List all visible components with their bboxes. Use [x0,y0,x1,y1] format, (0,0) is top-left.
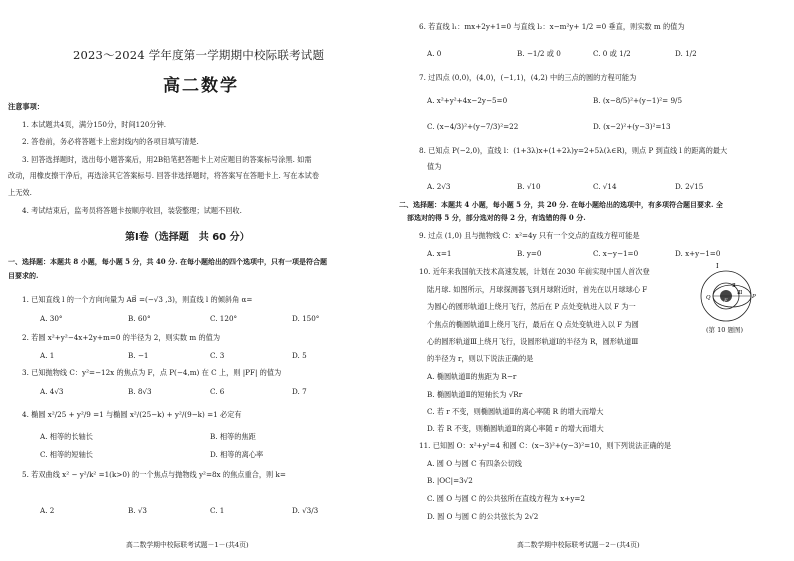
q5-option-b[interactable]: B. √3 [128,506,148,515]
q7-option-d[interactable]: D. (x−2)²+(y−3)²=13 [593,122,671,131]
q2-stem: 2. 若圆 x²+y²−4x+2y+m=0 的半径为 2，则实数 m 的值为 [22,333,221,342]
q1-option-b[interactable]: B. 60° [128,314,151,323]
q3-stem: 3. 已知抛物线 C：y²=−12x 的焦点为 F，点 P(−4,m) 在 C 上，则 |PF| 的值为 [22,368,282,377]
q9-stem: 9. 过点 (1,0) 且与抛物线 C：x²=4y 只有一个交点的直线方程可能是 [419,231,640,240]
q10-line-5: 心的圆形轨道Ⅲ上绕月飞行，设圆形轨道Ⅰ的半径为 R，圆形轨道Ⅲ [427,337,639,346]
fig-label-I: Ⅰ [716,262,719,270]
q9-option-b[interactable]: B. y=0 [517,249,542,258]
q4-stem: 4. 椭圆 x²/25 + y²/9 =1 与椭圆 x²/(25−k) + y²/(9−k) =1 必定有 [22,410,242,419]
q11-option-a[interactable]: A. 圆 O 与圆 C 有四条公切线 [427,459,522,468]
section2-heading: 二、选择题：本题共 4 小题，每小题 5 分，共 20 分. 在每小题给出的选项中，有多项符合题目要求. 全 [399,200,723,209]
q5-option-a[interactable]: A. 2 [40,506,55,515]
section2-heading-cont: 部选对的得 5 分，部分选对的得 2 分，有选错的得 0 分. [407,213,586,222]
q1-option-c[interactable]: C. 120° [210,314,238,323]
fig-label-III: Ⅲ [737,290,743,296]
q10-line-4: 个焦点的椭圆轨道Ⅱ上绕月飞行，最后在 Q 点处变轨进入以 F 为圆 [427,320,639,329]
q10-line-3: 为圆心的圆形轨道Ⅰ上绕月飞行，然后在 P 点处变轨进入以 F 为一 [427,302,636,311]
q8-stem-cont: 值为 [427,162,442,171]
q3-option-d[interactable]: D. 7 [292,387,307,396]
subject-title: 高二数学 [163,76,239,96]
q9-option-d[interactable]: D. x+y−1=0 [675,249,721,258]
q6-stem: 6. 若直线 l₁：mx+2y+1=0 与直线 l₂：x−m²y+ 1/2 =0 垂直，则实数 m 的值为 [419,22,685,31]
q10-option-b[interactable]: B. 椭圆轨道Ⅱ的短轴长为 √Rr [427,390,523,399]
q9-option-a[interactable]: A. x=1 [427,249,452,258]
q11-option-d[interactable]: D. 圆 O 与圆 C 的公共弦长为 2√2 [427,512,539,521]
q8-option-d[interactable]: D. 2√15 [675,182,704,191]
q6-option-b[interactable]: B. −1/2 或 0 [517,49,561,58]
q10-option-a[interactable]: A. 椭圆轨道Ⅱ的焦距为 R−r [427,372,517,381]
part1-title: 第Ⅰ卷（选择题 共 60 分） [125,232,250,243]
fig-label-F: F [724,298,728,304]
q5-option-d[interactable]: D. √3/3 [292,506,319,515]
q7-option-c[interactable]: C. (x−4/3)²+(y−7/3)²=22 [427,122,519,131]
q8-option-b[interactable]: B. √10 [517,182,541,191]
fig-label-P: P [752,294,756,300]
notice-3-end: 上无效. [8,188,32,197]
q2-option-d[interactable]: D. 5 [292,351,307,360]
q4-option-b[interactable]: B. 相等的焦距 [210,432,256,441]
q7-option-b[interactable]: B. (x−8/5)²+(y−1)²= 9/5 [593,96,683,105]
q3-option-c[interactable]: C. 6 [210,387,225,396]
q6-option-d[interactable]: D. 1/2 [675,49,697,58]
section1-heading-cont: 目要求的. [8,271,39,280]
notice-2: 2. 答卷前，务必将答题卡上密封线内的各项目填写清楚. [22,137,199,146]
q11-option-c[interactable]: C. 圆 O 与圆 C 的公共弦所在直线方程为 x+y=2 [427,494,585,503]
q1-option-d[interactable]: D. 150° [292,314,320,323]
q6-option-c[interactable]: C. 0 或 1/2 [593,49,631,58]
q10-line-2: 陆月球. 如图所示，月球探测器飞到月球附近时，首先在以月球球心 F [427,285,648,294]
q1-option-a[interactable]: A. 30° [40,314,63,323]
fig-label-II: Ⅱ [732,283,736,289]
q4-option-a[interactable]: A. 相等的长轴长 [40,432,93,441]
q3-option-b[interactable]: B. 8√3 [128,387,152,396]
q2-option-c[interactable]: C. 3 [210,351,225,360]
q11-stem: 11. 已知圆 O：x²+y²=4 和圆 C：(x−3)²+(y−3)²=10，则下列说法正确的是 [419,441,672,450]
q10-line-6: 的半径为 r，则以下说法正确的是 [427,354,534,363]
q10-orbit-figure [694,262,764,336]
q7-stem: 7. 过四点 (0,0)，(4,0)，(−1,1)，(4,2) 中的三点的圆的方程可能为 [419,73,637,82]
left-footer: 高二数学期中校际联考试题－1－(共4页) [126,541,249,549]
q10-option-d[interactable]: D. 若 R 不变，则椭圆轨道Ⅱ的离心率随 r 的增大而增大 [427,424,604,433]
q4-option-c[interactable]: C. 相等的短轴长 [40,450,93,459]
right-footer: 高二数学期中校际联考试题－2－(共4页) [517,541,640,549]
q10-figure-caption: (第 10 题图) [706,326,743,334]
notice-1: 1. 本试题共4页，满分150分，时间120分钟. [22,120,167,129]
q8-option-a[interactable]: A. 2√3 [427,182,451,191]
section1-heading: 一、选择题：本题共 8 小题，每小题 5 分，共 40 分. 在每小题给出的四个选项中，只有一项是符合题 [8,257,327,266]
right-page [397,0,794,561]
notice-3: 3. 回答选择题时，选出每小题答案后，用2B铅笔把答题卡上对应题目的答案标号涂黑. 如需 [22,155,312,164]
fig-label-Q: Q [706,295,711,301]
q4-option-d[interactable]: D. 相等的离心率 [210,450,264,459]
q8-stem: 8. 已知点 P(−2,0)，直线 l：(1+3λ)x+(1+2λ)y=2+5λ(λ∈R)，则点 P 到直线 l 的距离的最大 [419,146,728,155]
q10-line-1: 10. 近年来我国航天技术高速发展，计划在 2030 年前实现中国人首次登 [419,267,650,276]
q2-option-b[interactable]: B. −1 [128,351,149,360]
q1-stem: 1. 已知直线 l 的一个方向向量为 AB⃗ =(−√3 ,3)，则直线 l 的倾斜角 α= [22,295,253,304]
exam-title: 2023～2024 学年度第一学期期中校际联考试题 [73,48,325,62]
q10-option-c[interactable]: C. 若 r 不变，则椭圆轨道Ⅱ的离心率随 R 的增大而增大 [427,407,604,416]
q5-stem: 5. 若双曲线 x² − y²/k² =1(k>0) 的一个焦点与抛物线 y²=8x 的焦点重合，则 k= [22,470,286,479]
q3-option-a[interactable]: A. 4√3 [40,387,64,396]
notice-heading: 注意事项： [8,102,44,111]
notice-3-cont: 改动，用橡皮擦干净后，再选涂其它答案标号. 回答非选择题时，将答案写在答题卡上. 写在本试卷 [8,171,320,180]
q5-option-c[interactable]: C. 1 [210,506,225,515]
notice-4: 4. 考试结束后，监考员将答题卡按顺序收回，装袋整理；试题不回收. [22,206,242,215]
q7-option-a[interactable]: A. x²+y²+4x−2y−5=0 [427,96,508,105]
q2-option-a[interactable]: A. 1 [40,351,55,360]
q6-option-a[interactable]: A. 0 [427,49,442,58]
q8-option-c[interactable]: C. √14 [593,182,617,191]
q11-option-b[interactable]: B. |OC|=3√2 [427,476,473,485]
q9-option-c[interactable]: C. x−y−1=0 [593,249,639,258]
